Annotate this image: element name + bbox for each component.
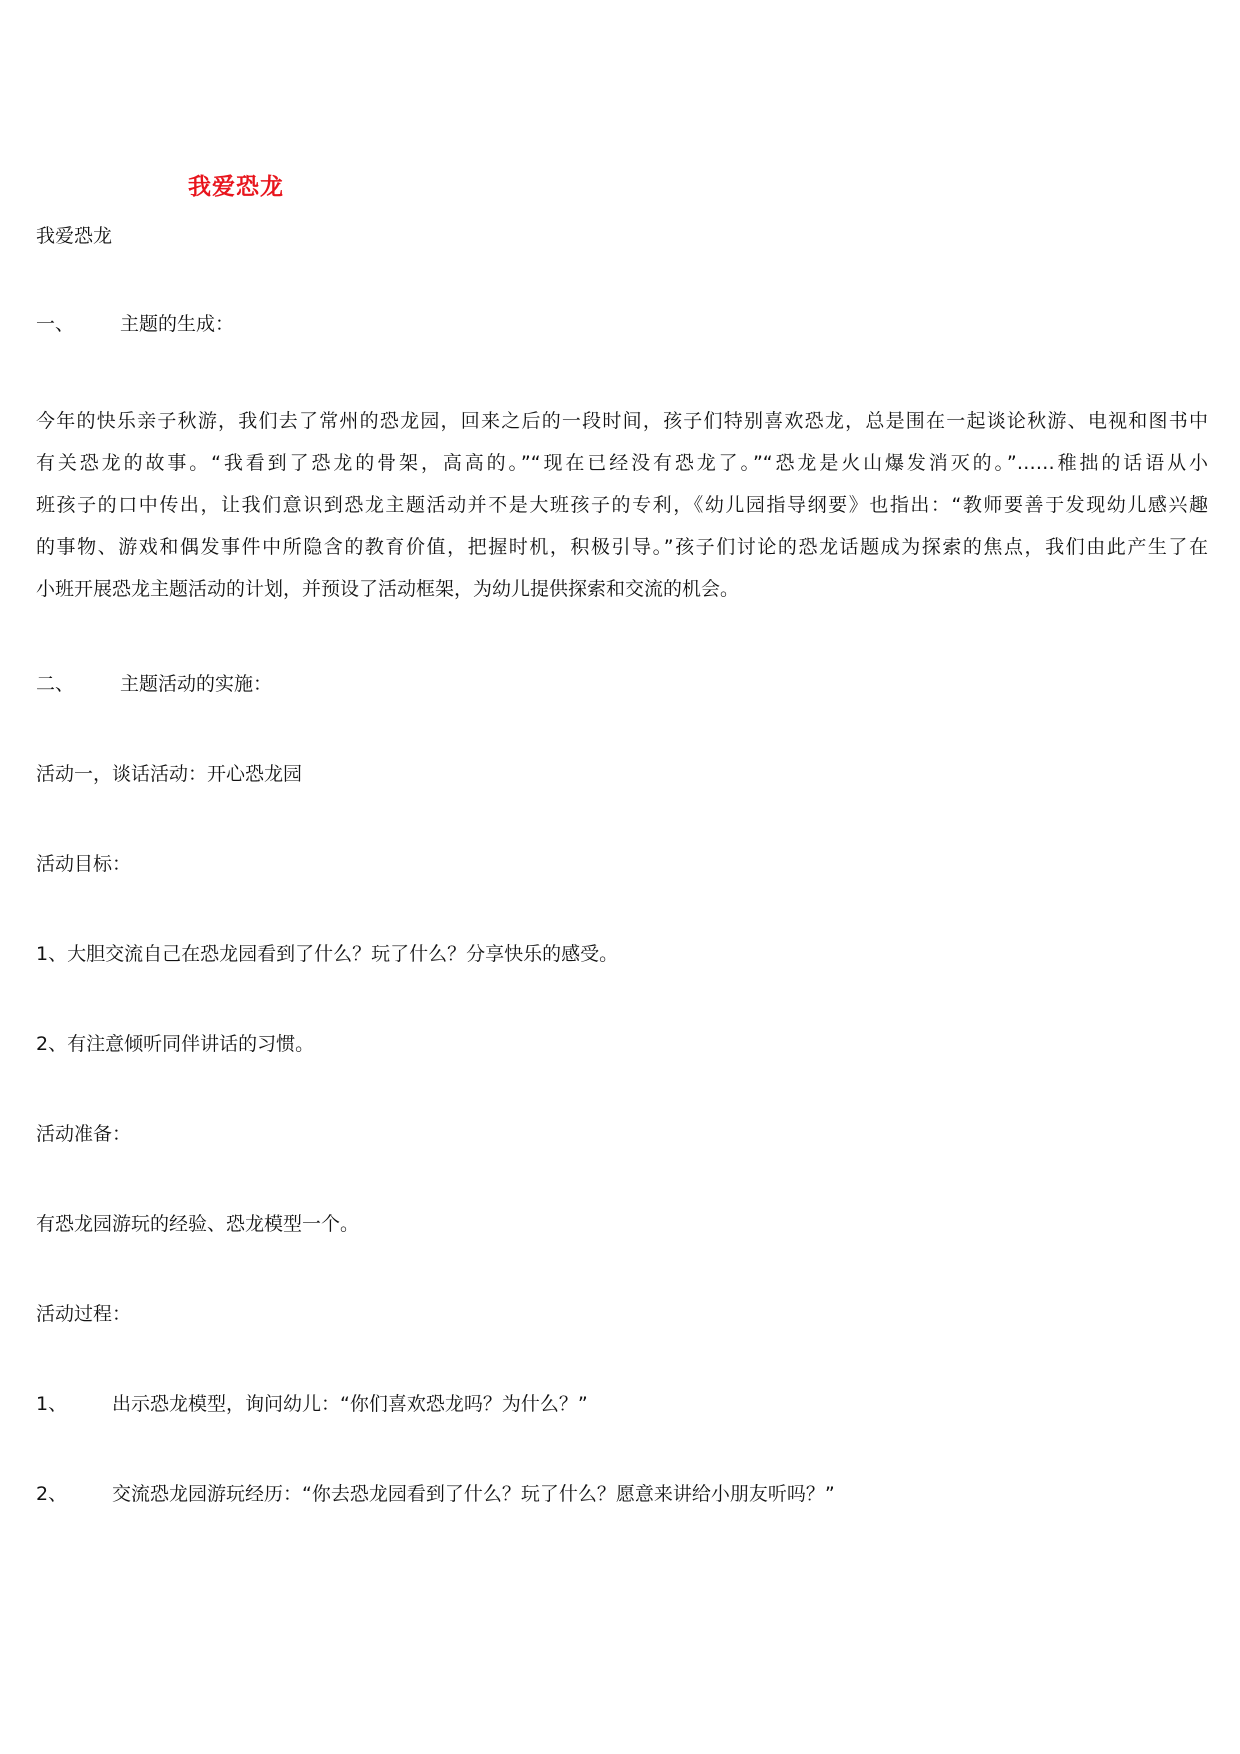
step-number: 1、: [36, 1393, 68, 1415]
prep-label: 活动准备：: [36, 1123, 132, 1145]
body-paragraph: [36, 400, 1208, 610]
activity-title: 活动一，谈话活动：开心恐龙园: [36, 763, 303, 785]
step-text: 出示恐龙模型，询问幼儿：“你们喜欢恐龙吗？为什么？”: [112, 1393, 588, 1415]
paragraph-line: 小班开展恐龙主题活动的计划，并预设了活动框架，为幼儿提供探索和交流的机会。: [36, 578, 740, 600]
section-heading-2: [36, 672, 272, 696]
section-title: 主题活动的实施：: [120, 673, 273, 695]
goals-label: 活动目标：: [36, 853, 132, 875]
process-label: 活动过程：: [36, 1303, 132, 1325]
section-number: 一、: [36, 313, 75, 335]
section-number: 二、: [36, 673, 75, 695]
process-step-2: [36, 1482, 835, 1506]
goal-item-1: 1、大胆交流自己在恐龙园看到了什么？玩了什么？分享快乐的感受。: [36, 943, 619, 965]
step-text: 交流恐龙园游玩经历：“你去恐龙园看到了什么？玩了什么？愿意来讲给小朋友听吗？”: [112, 1483, 835, 1505]
paragraph-line: 班孩子的口中传出，让我们意识到恐龙主题活动并不是大班孩子的专利，《幼儿园指导纲要》也指出：“教师要善于发现幼儿感兴趣: [36, 494, 1208, 516]
paragraph-line: 有关恐龙的故事。“我看到了恐龙的骨架，高高的。”“现在已经没有恐龙了。”“恐龙是火山爆发消灭的。”……稚拙的话语从小: [36, 452, 1208, 474]
goal-item-2: 2、有注意倾听同伴讲话的习惯。: [36, 1033, 315, 1055]
document-title: 我爱恐龙: [188, 173, 284, 200]
section-title: 主题的生成：: [120, 313, 235, 335]
subtitle: 我爱恐龙: [36, 225, 113, 247]
paragraph-line: 今年的快乐亲子秋游，我们去了常州的恐龙园，回来之后的一段时间，孩子们特别喜欢恐龙，总是围在一起谈论秋游、电视和图书中: [36, 410, 1208, 432]
step-number: 2、: [36, 1483, 68, 1505]
prep-text: 有恐龙园游玩的经验、恐龙模型一个。: [36, 1213, 360, 1235]
paragraph-line: 的事物、游戏和偶发事件中所隐含的教育价值，把握时机，积极引导。”孩子们讨论的恐龙话题成为探索的焦点，我们由此产生了在: [36, 536, 1208, 558]
process-step-1: [36, 1392, 588, 1416]
section-heading-1: [36, 312, 234, 336]
